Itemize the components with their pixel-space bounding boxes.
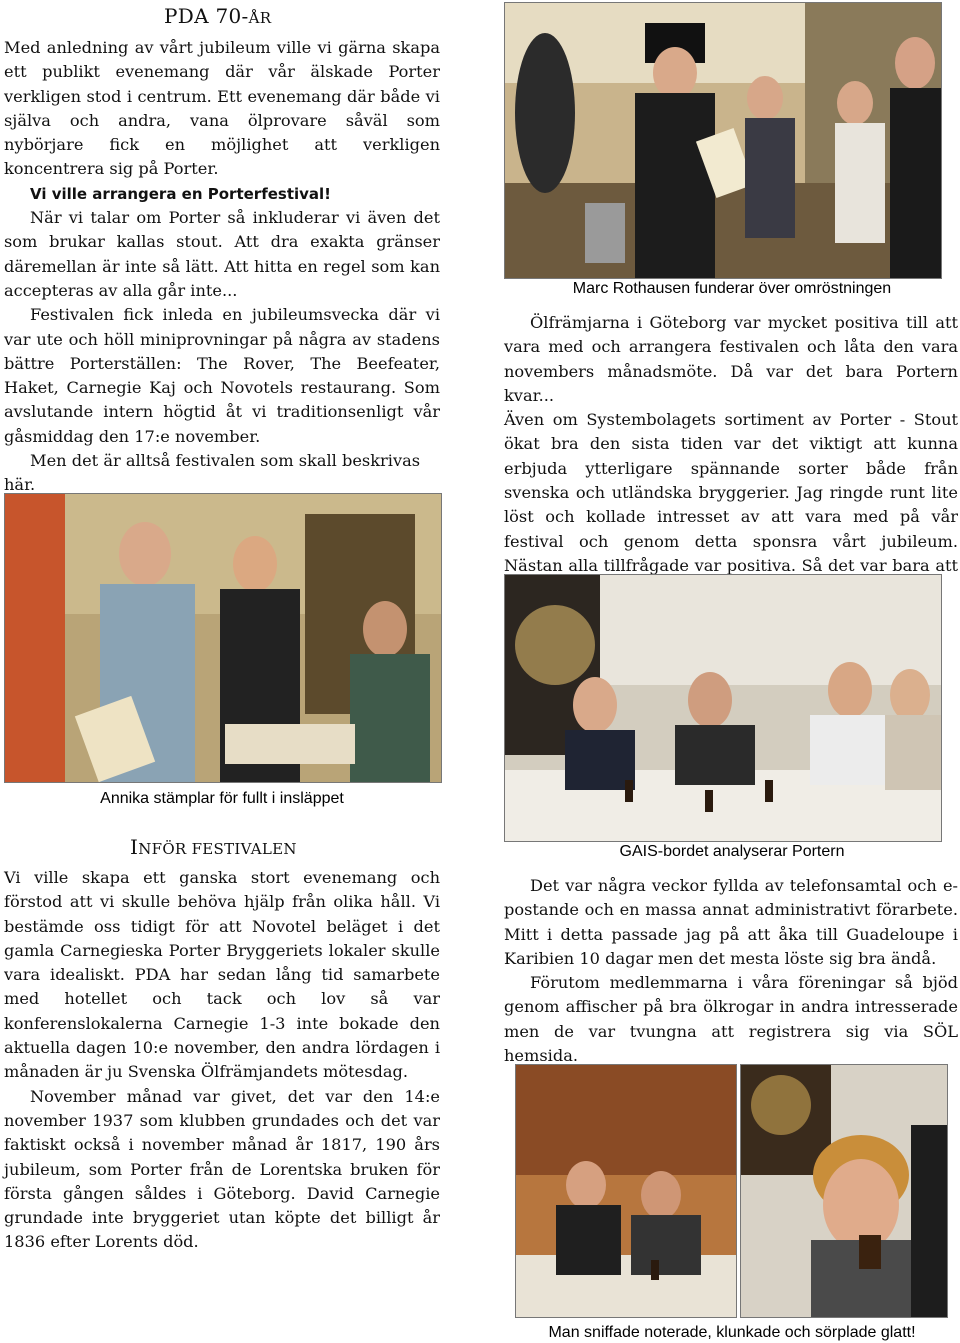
intro-paragraph-5: Men det är alltså festivalen som skall beskrivas här. [4,451,421,495]
section-heading [130,835,297,859]
intro-paragraph-2: Vi ville arrangera en Porterfestival! [30,184,332,203]
caption-photo-2: Annika stämplar för fullt i insläppet [100,790,344,807]
page-title-small: ÅR [248,9,272,27]
right1-paragraph-2: Även om Systembolagets sortiment av Porter - Stout ökat bra den sista tiden var det viktigt att kunna erbjuda ytterligare spännande sorter både från svenska och utländska bryggerier. Jag ringde runt lite löst och kollade intresset av att vara med på vår festival och genom detta sponsra vårt jubileum. Nästan alla tillfrågade var positiva. Så det var bara att [504,410,958,575]
section-heading-initial: I [130,835,139,859]
page-title [164,4,271,28]
photo-marc-rothausen [504,2,942,279]
photo-gais-table [504,574,942,842]
caption-photo-4: Man sniffade noterade, klunkade och sörplade glatt! [548,1324,916,1341]
photo-annika [4,493,442,783]
intro-paragraph-3: När vi talar om Porter så inkluderar vi även det som brukar kallas stout. Att dra exakta gränser däremellan är inte så lätt. Att hitta en regel som kan accepteras av alla går inte... [4,208,440,300]
right2-paragraph-1: Det var några veckor fyllda av telefonsamtal och e-postande och en massa annat administrativt förarbete. Mitt i detta passade jag på att åka till Guadeloupe i Karibien 10 dagar men det mesta löste sig bra ändå. [504,876,958,968]
right-text-1 [504,311,958,603]
intro-text [4,36,440,498]
section-heading-rest: NFÖR FESTIVALEN [138,840,297,858]
caption-photo-1: Marc Rothausen funderar över omröstningen [572,280,892,297]
section2-paragraph-2: November månad var givet, det var den 14:e november 1937 som klubben grundades och det var faktiskt också i november månad år 1817, 190 års jubileum, som Porter från de Lorentska bruken för första gången såldes i Göteborg. David Carnegie grundade inte bryggeriet utan köpte det billigt år 1836 efter Lorents död. [4,1086,440,1252]
page-title-main: PDA 70- [164,4,249,28]
caption-photo-3: GAIS-bordet analyserar Portern [619,843,845,860]
photo-woman-drinking [740,1064,948,1318]
right2-paragraph-2: Förutom medlemmarna i våra föreningar så bjöd genom affischer på bra ölkrogar in andra intresserade men de var tvungna att registrera sig via SÖL hemsida. [504,973,958,1066]
photo-tasting-notes [515,1064,737,1318]
intro-paragraph-4: Festivalen fick inleda en jubileumsvecka där vi var ute och höll miniprovningar på några av stadens bättre Porterställen: The Rover, The Beefeater, Haket, Carnegie Kaj och Novotels restaurang. Som avslutande intern högtid åt vi traditionsenligt vår gåsmiddag den 17:e november. [4,305,440,446]
right1-paragraph-1: Ölfrämjarna i Göteborg var mycket positiva till att vara med och arrangera festivalen och låta den vara novembers månadsmöte. Då var det bara Portern kvar... [504,313,958,405]
section2-text [4,866,440,1255]
intro-paragraph-1: Med anledning av vårt jubileum ville vi gärna skapa ett publikt evenemang där vår älskade Porter verkligen stod i centrum. Ett evenemang där både vi själva och andra, vana ölprovare såväl som nybörjare fick en möjlighet att verkligen koncentrera sig på Porter. [4,38,440,179]
right-text-2 [504,874,958,1068]
section2-paragraph-1: Vi ville skapa ett ganska stort evenemang och förstod att vi skulle behöva hjälp från olika håll. Vi bestämde oss tidigt för att Novotel beläget i det gamla Carnegieska Porter Bryggeriets lokaler skulle vara idealiskt. PDA har sedan lång tid samarbete med hotellet och tack och lov så var konferenslokalerna Carnegie 1-3 inte bokade den aktuella dagen 10:e november, den andra lördagen i månaden är ju Svenska Ölfrämjandets mötesdag. [4,868,440,1082]
